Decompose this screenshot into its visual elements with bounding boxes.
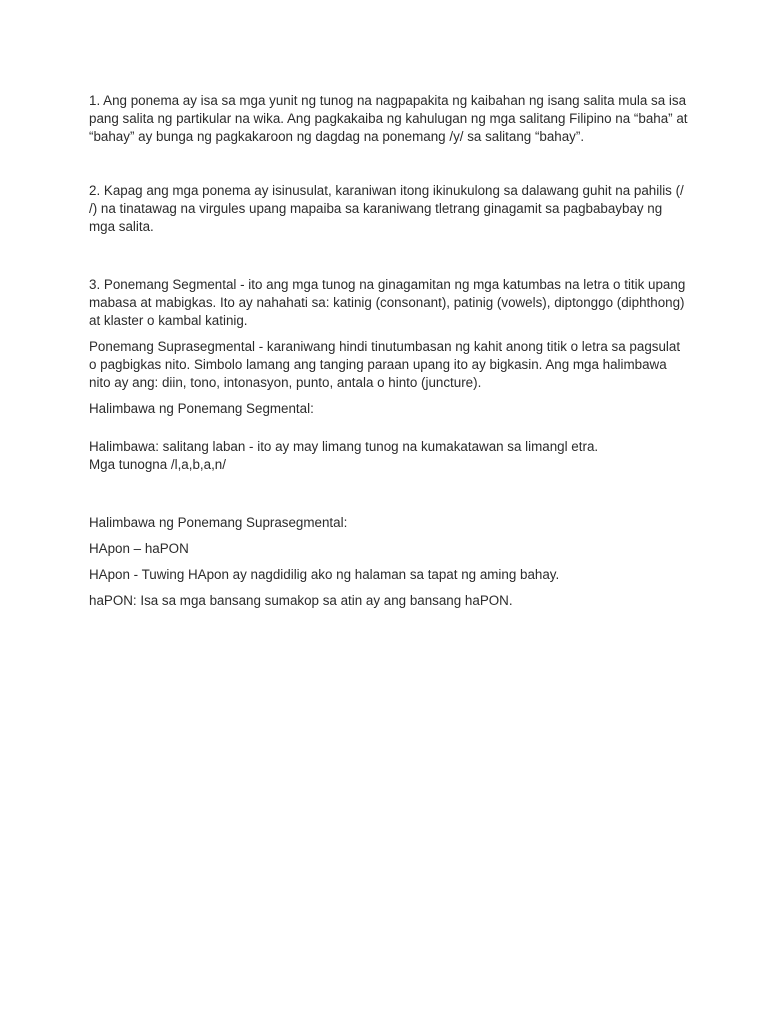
example-hapon-afternoon: HApon - Tuwing HApon ay nagdidilig ako ng halaman sa tapat ng aming bahay. — [89, 567, 560, 582]
example-hapon-pair: HApon – haPON — [89, 541, 189, 556]
heading-halimbawa-segmental: Halimbawa ng Ponemang Segmental: — [89, 401, 314, 416]
paragraph-ponemang-suprasegmental: Ponemang Suprasegmental - karaniwang hindi tinutumbasan ng kahit anong titik o letra sa pagsulat o pagbigkas nito. Simbolo lamang ang tanging paraan upang ito ay bigkasin. Ang mga halimbawa nito ay ang: diin, tono, intonasyon, punto, antala o hinto (juncture). — [89, 339, 681, 390]
paragraph-ponema-definition: 1. Ang ponema ay isa sa mga yunit ng tunog na nagpapakita ng kaibahan ng isang salita mula sa isa pang salita ng partikular na wika. Ang pagkakaiba ng kahulugan ng mga salitang Filipino na “baha” at “bahay” ay bunga ng pagkakaroon ng dagdag na ponemang /y/ sa salitang “bahay”. — [89, 93, 688, 144]
example-segmental-block — [89, 438, 689, 474]
paragraph-virgules: 2. Kapag ang mga ponema ay isinusulat, karaniwan itong ikinukulong sa dalawang guhit na pahilis (/ /) na tinatawag na virgules upang mapaiba sa karaniwang tletrang ginagamit sa pagbabaybay ng mga salita. — [89, 183, 684, 234]
example-segmental-sounds: Mga tunogna /l,a,b,a,n/ — [89, 457, 226, 472]
heading-halimbawa-suprasegmental: Halimbawa ng Ponemang Suprasegmental: — [89, 515, 348, 530]
example-hapon-japan: haPON: Isa sa mga bansang sumakop sa atin ay ang bansang haPON. — [89, 593, 513, 608]
example-segmental-line: Halimbawa: salitang laban - ito ay may limang tunog na kumakatawan sa limangl etra. — [89, 439, 599, 454]
document-body — [89, 92, 689, 610]
paragraph-ponemang-segmental: 3. Ponemang Segmental - ito ang mga tunog na ginagamitan ng mga katumbas na letra o titik upang mabasa at mabigkas. Ito ay nahahati sa: katinig (consonant), patinig (vowels), diptonggo (diphthong) at klaster o kambal katinig. — [89, 277, 686, 328]
